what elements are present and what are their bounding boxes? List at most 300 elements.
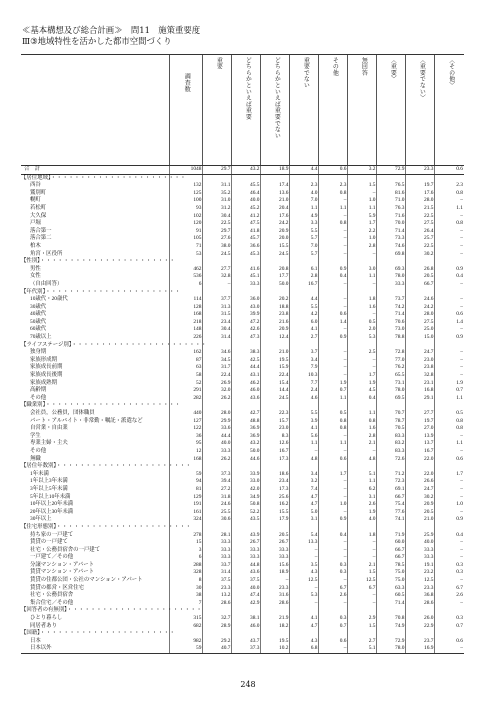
column-header-c6: 無回答 xyxy=(348,55,377,166)
empty-cell xyxy=(319,463,348,471)
row-label: 5年以上10年未満 xyxy=(30,493,71,500)
cell: 1.5 xyxy=(348,182,377,190)
cell: 23.3 xyxy=(261,585,290,593)
cell: 2.7 xyxy=(348,638,377,646)
section-label-text: 【国籍】 xyxy=(21,630,40,637)
cell: 1.8 xyxy=(348,296,377,304)
cell: 5.0 xyxy=(290,509,319,517)
cell: 12.6 xyxy=(261,440,290,448)
table-row xyxy=(21,380,464,388)
table-row xyxy=(21,273,464,281)
cell: 38 xyxy=(170,592,203,600)
cell: 78.7 xyxy=(377,418,406,426)
cell: 37.3 xyxy=(232,645,261,653)
cell: – xyxy=(435,349,464,357)
cell: 10.2 xyxy=(261,645,290,653)
cell: 69.8 xyxy=(377,251,406,259)
table-row xyxy=(21,319,464,327)
row-label: 落合第二 xyxy=(30,235,52,242)
cell: 4.1 xyxy=(290,425,319,433)
cell: 28.1 xyxy=(203,532,232,540)
cell: 4.7 xyxy=(290,623,319,631)
empty-cell xyxy=(319,524,348,532)
cell: 24.7 xyxy=(406,349,435,357)
cell: – xyxy=(319,554,348,562)
cell: 71.2 xyxy=(377,471,406,479)
cell: 71.9 xyxy=(377,532,406,540)
cell: 7 xyxy=(170,600,203,608)
cell: 23.1 xyxy=(406,380,435,388)
cell: 3.0 xyxy=(348,266,377,274)
cell: – xyxy=(435,486,464,494)
cell: 75.4 xyxy=(377,501,406,509)
cell: 1.0 xyxy=(319,501,348,509)
empty-cell xyxy=(261,174,290,182)
cell: – xyxy=(290,554,319,562)
cell: 48.8 xyxy=(232,418,261,426)
cell: 0.5 xyxy=(319,410,348,418)
table-row xyxy=(21,326,464,334)
cell: 39.4 xyxy=(203,478,232,486)
cell: 93 xyxy=(170,205,203,213)
cell: 81.6 xyxy=(377,190,406,198)
empty-cell xyxy=(203,463,232,471)
empty-cell xyxy=(377,630,406,638)
cell: 0.8 xyxy=(319,418,348,426)
cell: 0.6 xyxy=(319,311,348,319)
leader-dots: ・・・・・・・・・・・・・・・・・・・・・・・ xyxy=(71,341,207,348)
cell: 73.7 xyxy=(377,296,406,304)
cell: 32.8 xyxy=(406,372,435,380)
header-line-1: ≪基本構想及び総合計画≫ 問11 施策重要度 xyxy=(22,25,201,35)
cell: 0.4 xyxy=(319,273,348,281)
cell: 1.1 xyxy=(435,395,464,403)
cell: 44.4 xyxy=(232,364,261,372)
cell: 1.1 xyxy=(290,205,319,213)
table-row xyxy=(21,311,464,319)
cell: 128 xyxy=(170,304,203,312)
cell: 37.5 xyxy=(232,577,261,585)
cell: 46.0 xyxy=(232,387,261,395)
table-row xyxy=(21,638,464,646)
empty-cell xyxy=(406,607,435,615)
row-label: 一戸建て／その他 xyxy=(30,554,74,561)
row-label: 家族成熟期 xyxy=(30,379,57,386)
cell: 28.0 xyxy=(203,410,232,418)
column-header-c1: 重要 xyxy=(203,55,232,166)
cell: 5.6 xyxy=(290,433,319,441)
cell: 2.9 xyxy=(348,615,377,623)
cell: 24.2 xyxy=(406,304,435,312)
table-row xyxy=(21,433,464,441)
cell: 73.1 xyxy=(377,380,406,388)
cell: 2.2 xyxy=(348,228,377,236)
row-label: 賃貸の一戸建て xyxy=(30,539,68,546)
cell: 65.5 xyxy=(377,372,406,380)
row-label: 賃貸マンション・アパート xyxy=(30,569,95,576)
cell: 34.5 xyxy=(203,357,232,365)
cell: 5.5 xyxy=(290,228,319,236)
cell: – xyxy=(348,600,377,608)
cell: 43.9 xyxy=(232,532,261,540)
cell: 78.0 xyxy=(377,387,406,395)
cell: 1.6 xyxy=(348,425,377,433)
cell: 43.6 xyxy=(232,395,261,403)
cell: – xyxy=(203,281,232,289)
cell: – xyxy=(348,547,377,555)
section-label xyxy=(21,630,176,638)
empty-cell xyxy=(377,463,406,471)
cell: 1.7 xyxy=(348,220,377,228)
cell: 70.0 xyxy=(377,220,406,228)
cell: 0.5 xyxy=(348,319,377,327)
cell: 72.8 xyxy=(377,349,406,357)
row-label: 70歳以上 xyxy=(30,334,52,341)
cell: 1.5 xyxy=(348,569,377,577)
row-label: その他 xyxy=(30,394,47,401)
cell: – xyxy=(348,281,377,289)
cell: 50.0 xyxy=(261,281,290,289)
cell: 16.7 xyxy=(261,448,290,456)
cell: 1.1 xyxy=(348,478,377,486)
row-label: 30歳代 xyxy=(30,303,47,310)
cell: 2.6 xyxy=(319,592,348,600)
cell: 1.4 xyxy=(319,319,348,327)
cell: 0.8 xyxy=(319,220,348,228)
row-label: 大久保 xyxy=(30,212,47,219)
cell: 0.9 xyxy=(435,516,464,524)
cell: 71.6 xyxy=(377,213,406,221)
empty-cell xyxy=(261,524,290,532)
cell: 63.3 xyxy=(377,585,406,593)
cell: 19.7 xyxy=(406,418,435,426)
empty-cell xyxy=(348,402,377,410)
section-label xyxy=(21,258,176,266)
cell: 50.0 xyxy=(232,448,261,456)
cell: 27.5 xyxy=(406,220,435,228)
cell: 3.9 xyxy=(290,418,319,426)
section-row xyxy=(21,402,464,410)
empty-cell xyxy=(290,524,319,532)
cell: 71.0 xyxy=(377,197,406,205)
cell: – xyxy=(319,213,348,221)
cell: 168 xyxy=(170,311,203,319)
empty-cell xyxy=(203,289,232,297)
cell: 2.8 xyxy=(290,273,319,281)
cell: 18.6 xyxy=(261,471,290,479)
cell: 33.3 xyxy=(232,547,261,555)
cell: – xyxy=(435,539,464,547)
cell: 13.9 xyxy=(406,433,435,441)
column-header-c8: 〈重要でない〉 xyxy=(406,55,435,166)
cell: 46.0 xyxy=(232,623,261,631)
section-label-text: 【年代別】 xyxy=(21,288,46,295)
empty-cell xyxy=(348,630,377,638)
row-label: 独身期 xyxy=(30,349,47,356)
cell: 42.9 xyxy=(232,600,261,608)
cell: 5.1 xyxy=(348,471,377,479)
cell: 15.5 xyxy=(261,509,290,517)
cell: – xyxy=(261,577,290,585)
cell: 45.5 xyxy=(232,182,261,190)
cell: 41.2 xyxy=(232,213,261,221)
section-label xyxy=(21,402,181,410)
cell: – xyxy=(435,547,464,555)
table-row xyxy=(21,364,464,372)
empty-cell xyxy=(348,258,377,266)
cell: 72.9 xyxy=(377,166,406,175)
cell: – xyxy=(435,243,464,251)
cell: 74.9 xyxy=(377,623,406,631)
cell: 29.7 xyxy=(203,166,232,175)
cell: 21.0 xyxy=(406,516,435,524)
cell: 5.5 xyxy=(290,410,319,418)
cell: 21.9 xyxy=(261,615,290,623)
cell: 78.0 xyxy=(377,645,406,653)
cell: 1.0 xyxy=(435,501,464,509)
cell: 52.2 xyxy=(232,509,261,517)
cell: 278 xyxy=(170,532,203,540)
table-row xyxy=(21,448,464,456)
row-label: 20年以上30年未満 xyxy=(30,508,74,515)
empty-cell xyxy=(203,174,232,182)
cell: 0.3 xyxy=(435,569,464,577)
cell: 3.5 xyxy=(290,562,319,570)
cell: 4.6 xyxy=(290,395,319,403)
row-label: 学生 xyxy=(30,432,41,439)
section-label xyxy=(21,463,192,471)
cell: 31.2 xyxy=(203,205,232,213)
cell: 83.2 xyxy=(377,440,406,448)
cell: 70.5 xyxy=(377,425,406,433)
empty-cell xyxy=(348,463,377,471)
cell: – xyxy=(348,554,377,562)
cell: 15 xyxy=(170,539,203,547)
cell: 43.2 xyxy=(232,440,261,448)
section-row xyxy=(21,174,464,182)
cell: 0.4 xyxy=(435,273,464,281)
cell: 76.2 xyxy=(377,364,406,372)
cell: 324 xyxy=(170,516,203,524)
cell: 36.8 xyxy=(406,592,435,600)
cell: 46.4 xyxy=(232,190,261,198)
cell: 94 xyxy=(170,478,203,486)
cell: 21.0 xyxy=(261,197,290,205)
row-label: 3年以上5年未満 xyxy=(30,485,68,492)
cell: 30.2 xyxy=(406,251,435,259)
cell: 34.6 xyxy=(203,349,232,357)
cell: 28.6 xyxy=(203,600,232,608)
cell: – xyxy=(319,251,348,259)
cell: 31.5 xyxy=(203,311,232,319)
cell: 60.0 xyxy=(377,539,406,547)
cell: 22.9 xyxy=(406,623,435,631)
row-label: 西谷 xyxy=(30,182,41,189)
empty-cell xyxy=(290,174,319,182)
cell: – xyxy=(435,554,464,562)
cell: 78.8 xyxy=(377,334,406,342)
cell: 24.7 xyxy=(406,486,435,494)
cell: 4.0 xyxy=(290,190,319,198)
cell: 0.6 xyxy=(435,456,464,464)
cell: 33.3 xyxy=(203,539,232,547)
cell: – xyxy=(348,251,377,259)
cell: 16.7 xyxy=(290,281,319,289)
cell: 59 xyxy=(170,471,203,479)
cell: 0.6 xyxy=(435,638,464,646)
cell: 74.6 xyxy=(377,243,406,251)
cell: 16.2 xyxy=(261,501,290,509)
cell: – xyxy=(435,235,464,243)
cell: 21.5 xyxy=(406,205,435,213)
row-label: 無職 xyxy=(30,455,41,462)
cell: 75.0 xyxy=(377,569,406,577)
cell: 29.7 xyxy=(203,228,232,236)
cell: 7.7 xyxy=(290,380,319,388)
empty-cell xyxy=(348,289,377,297)
cell: 4.4 xyxy=(290,166,319,175)
table-row xyxy=(21,585,464,593)
cell: 77.0 xyxy=(377,357,406,365)
cell: 38.1 xyxy=(232,615,261,623)
cell: 122 xyxy=(170,425,203,433)
cell: 1.6 xyxy=(348,304,377,312)
cell: 1.7 xyxy=(348,372,377,380)
cell: 47.2 xyxy=(232,319,261,327)
cell: 5.4 xyxy=(290,532,319,540)
cell: 2.0 xyxy=(348,326,377,334)
cell: 13.3 xyxy=(290,539,319,547)
empty-cell xyxy=(290,463,319,471)
cell: 0.9 xyxy=(435,266,464,274)
cell: – xyxy=(348,357,377,365)
cell: 2.3 xyxy=(319,182,348,190)
section-label-text: 【ライフステージ別】 xyxy=(21,341,72,348)
cell: 1.5 xyxy=(348,623,377,631)
cell: – xyxy=(435,478,464,486)
empty-cell xyxy=(261,607,290,615)
cell: 66.7 xyxy=(377,554,406,562)
cell: 20.0 xyxy=(261,235,290,243)
row-label: 専業主婦・主夫 xyxy=(30,440,68,447)
column-header-n: 調査数 xyxy=(170,55,203,166)
empty-cell xyxy=(377,402,406,410)
cell: 17.3 xyxy=(261,456,290,464)
row-label: 10年以上20年未満 xyxy=(30,501,74,508)
total-label: 合 計 xyxy=(21,166,170,175)
cell: 288 xyxy=(170,562,203,570)
cell: 6.7 xyxy=(319,585,348,593)
empty-cell xyxy=(435,463,464,471)
cell: 23.8 xyxy=(406,364,435,372)
leader-dots: ・・・・・・・・・・・・・・・・・・・・・・・ xyxy=(45,402,181,409)
page-header xyxy=(22,25,200,47)
cell: 26.4 xyxy=(406,228,435,236)
cell: 30.4 xyxy=(203,326,232,334)
section-row xyxy=(21,630,464,638)
cell: 1.9 xyxy=(319,380,348,388)
cell: 45.7 xyxy=(232,235,261,243)
empty-cell xyxy=(435,607,464,615)
row-label: 鷲別町 xyxy=(30,189,47,196)
cell: 17.6 xyxy=(406,190,435,198)
cell: 0.4 xyxy=(348,395,377,403)
cell: 2.3 xyxy=(290,182,319,190)
row-label: 自営業・自由業 xyxy=(30,425,68,432)
empty-cell xyxy=(232,630,261,638)
row-label: 50歳代 xyxy=(30,318,47,325)
cell: 20.8 xyxy=(261,266,290,274)
table-row xyxy=(21,471,464,479)
cell: 23.0 xyxy=(261,425,290,433)
cell: 28.9 xyxy=(203,623,232,631)
cell: 15.6 xyxy=(261,562,290,570)
cell: – xyxy=(348,190,377,198)
cell: 162 xyxy=(170,349,203,357)
empty-cell xyxy=(232,174,261,182)
cell: 982 xyxy=(170,638,203,646)
cell: 46.2 xyxy=(232,380,261,388)
cell: 43.6 xyxy=(232,569,261,577)
cell: 71.4 xyxy=(377,600,406,608)
cell: 105 xyxy=(170,235,203,243)
leader-dots: ・・・・・・・・・・・・・・・・・・・・・・・ xyxy=(39,258,176,265)
table-row xyxy=(21,486,464,494)
cell: 1.1 xyxy=(319,205,348,213)
empty-cell xyxy=(406,174,435,182)
cell: 42.5 xyxy=(232,357,261,365)
cell: 2.1 xyxy=(348,562,377,570)
empty-cell xyxy=(377,174,406,182)
header-line-2: Ⅲ③地域特性を活かした都市空間づくり xyxy=(22,36,172,46)
cell: – xyxy=(348,448,377,456)
cell: 33.3 xyxy=(203,547,232,555)
table-row xyxy=(21,532,464,540)
empty-cell xyxy=(319,289,348,297)
table-row xyxy=(21,501,464,509)
cell: 24.6 xyxy=(406,296,435,304)
cell: 76.5 xyxy=(377,182,406,190)
cell: 23.4 xyxy=(261,478,290,486)
cell: 4.7 xyxy=(290,494,319,502)
cell: 1.8 xyxy=(348,532,377,540)
section-label-text: 【居住地域】 xyxy=(21,174,51,181)
cell: 5.3 xyxy=(348,334,377,342)
cell: 20.9 xyxy=(261,228,290,236)
cell: 19.7 xyxy=(406,182,435,190)
row-label: 30年以上 xyxy=(30,516,52,523)
cell: 23.7 xyxy=(406,638,435,646)
cell: 5.7 xyxy=(290,251,319,259)
cell: 28.0 xyxy=(406,311,435,319)
cell: 30.6 xyxy=(203,516,232,524)
table-row xyxy=(21,197,464,205)
cell: 43.5 xyxy=(232,516,261,524)
cell: 5.1 xyxy=(348,645,377,653)
leader-dots: ・・・・・・・・・・・・・・・・・・・・・・・ xyxy=(56,523,192,530)
cell: 5.9 xyxy=(348,213,377,221)
empty-cell xyxy=(377,258,406,266)
column-header-row xyxy=(21,55,464,166)
cell: 6 xyxy=(170,554,203,562)
table-row xyxy=(21,410,464,418)
cell: – xyxy=(435,281,464,289)
cell: 63 xyxy=(170,364,203,372)
cell: 69.1 xyxy=(377,486,406,494)
cell: 8 xyxy=(170,577,203,585)
cell: 23.8 xyxy=(261,311,290,319)
cell: 32.0 xyxy=(203,387,232,395)
